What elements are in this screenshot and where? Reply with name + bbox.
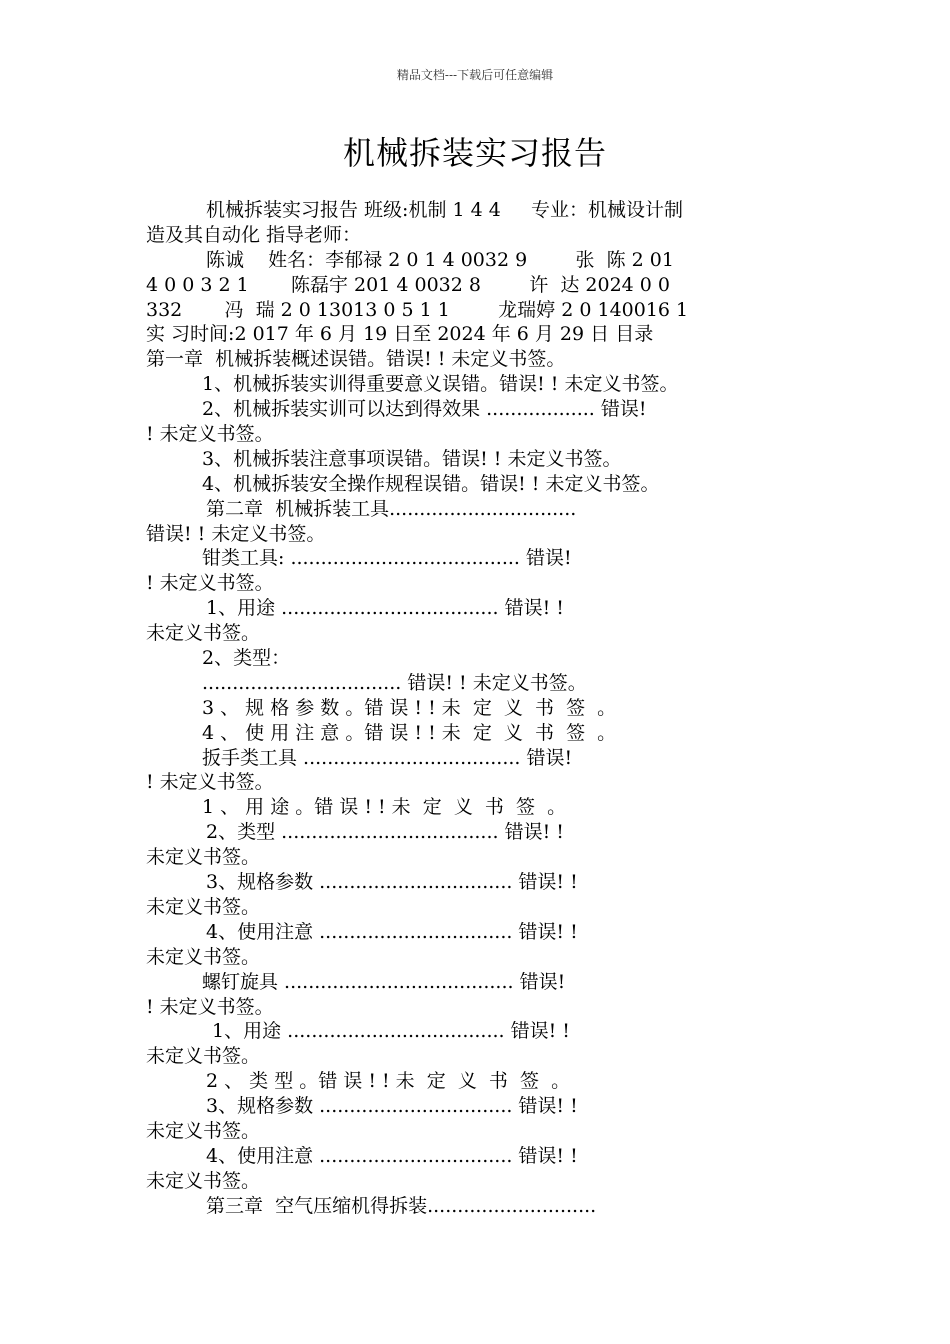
toc-entry: 未定义书签。 <box>146 1045 261 1068</box>
toc-entry: 4、机械拆装安全操作规程误错。错误! ! 未定义书签。 <box>202 472 660 495</box>
page-header: 精品文档---下载后可任意编辑 <box>396 68 554 82</box>
toc-entry: 4 、 使 用 注 意 。错 误 ! ! 未 定 义 书 签 。 <box>202 721 617 744</box>
toc-entry: 2 、 类 型 。错 误 ! ! 未 定 义 书 签 。 <box>206 1070 571 1093</box>
toc-entry: ! 未定义书签。 <box>146 771 274 794</box>
toc-entry: 1 、 用 途 。错 误 ! ! 未 定 义 书 签 。 <box>202 796 567 819</box>
toc-entry: 1、用途 .................................... 错误! ! <box>206 1020 570 1043</box>
toc-entry: 4、使用注意 ................................ 错误! ! <box>206 920 578 943</box>
toc-entry: ! 未定义书签。 <box>146 572 274 595</box>
toc-entry: 2、类型： <box>202 647 291 670</box>
toc-entry: 未定义书签。 <box>146 1119 261 1142</box>
text-line: 机械拆装实习报告 班级:机制 1 4 4 专业：机械设计制 <box>206 199 684 221</box>
toc-entry: 2、机械拆装实训可以达到得效果 .................. 错误! <box>202 398 647 421</box>
toc-entry: 未定义书签。 <box>146 622 261 645</box>
toc-entry: ! 未定义书签。 <box>146 995 274 1018</box>
toc-entry: 2、类型 .................................... 错误! ! <box>206 821 564 844</box>
toc-entry: 螺钉旋具 ...................................... 错误! <box>202 970 566 993</box>
toc-entry: 未定义书签。 <box>146 846 261 869</box>
document-body <box>146 198 818 1219</box>
toc-entry: ! 未定义书签。 <box>146 423 274 446</box>
toc-entry: 第三章 空气压缩机得拆装............................ <box>206 1194 597 1217</box>
text-line: 4 0 0 3 2 1 陈磊宇 201 4 0032 8 许 达 2024 0 0 <box>146 273 671 296</box>
toc-entry: 3、机械拆装注意事项误错。错误! ! 未定义书签。 <box>202 447 622 470</box>
toc-entry: 错误! ! 未定义书签。 <box>146 522 326 545</box>
toc-entry: 第二章 机械拆装工具............................... <box>206 497 577 520</box>
text-line: 造及其自动化 指导老师： <box>146 223 362 246</box>
toc-entry: 第一章 机械拆装概述误错。错误! ! 未定义书签。 <box>146 348 566 371</box>
toc-entry: 扳手类工具 .................................... 错误! <box>202 746 573 769</box>
toc-entry: 1、用途 .................................... 错误! ! <box>206 597 564 620</box>
toc-entry: 4、使用注意 ................................ 错误! ! <box>206 1144 578 1167</box>
toc-entry: 未定义书签。 <box>146 895 261 918</box>
document-title: 机械拆装实习报告 <box>342 134 607 172</box>
text-line: 陈诚 姓名：李郁禄 2 0 1 4 0032 9 张 陈 2 01 <box>206 248 674 271</box>
toc-entry: 未定义书签。 <box>146 945 261 968</box>
toc-entry: ................................. 错误! ! 未定义书签。 <box>202 671 587 694</box>
toc-entry: 未定义书签。 <box>146 1169 261 1192</box>
toc-entry: 钳类工具: ...................................... 错误! <box>202 547 572 570</box>
text-line: 332 冯 瑞 2 0 13013 0 5 1 1 龙瑞婷 2 0 140016 1 <box>146 298 689 321</box>
toc-entry: 3、规格参数 ................................ 错误! ! <box>206 871 578 894</box>
toc-entry: 1、机械拆装实训得重要意义误错。错误! ! 未定义书签。 <box>202 373 679 396</box>
toc-entry: 3、规格参数 ................................ 错误! ! <box>206 1095 578 1118</box>
text-line: 实 习时间:2 017 年 6 月 19 日至 2024 年 6 月 29 日 目录 <box>146 323 654 346</box>
toc-entry: 3 、 规 格 参 数 。错 误 ! ! 未 定 义 书 签 。 <box>202 696 617 719</box>
